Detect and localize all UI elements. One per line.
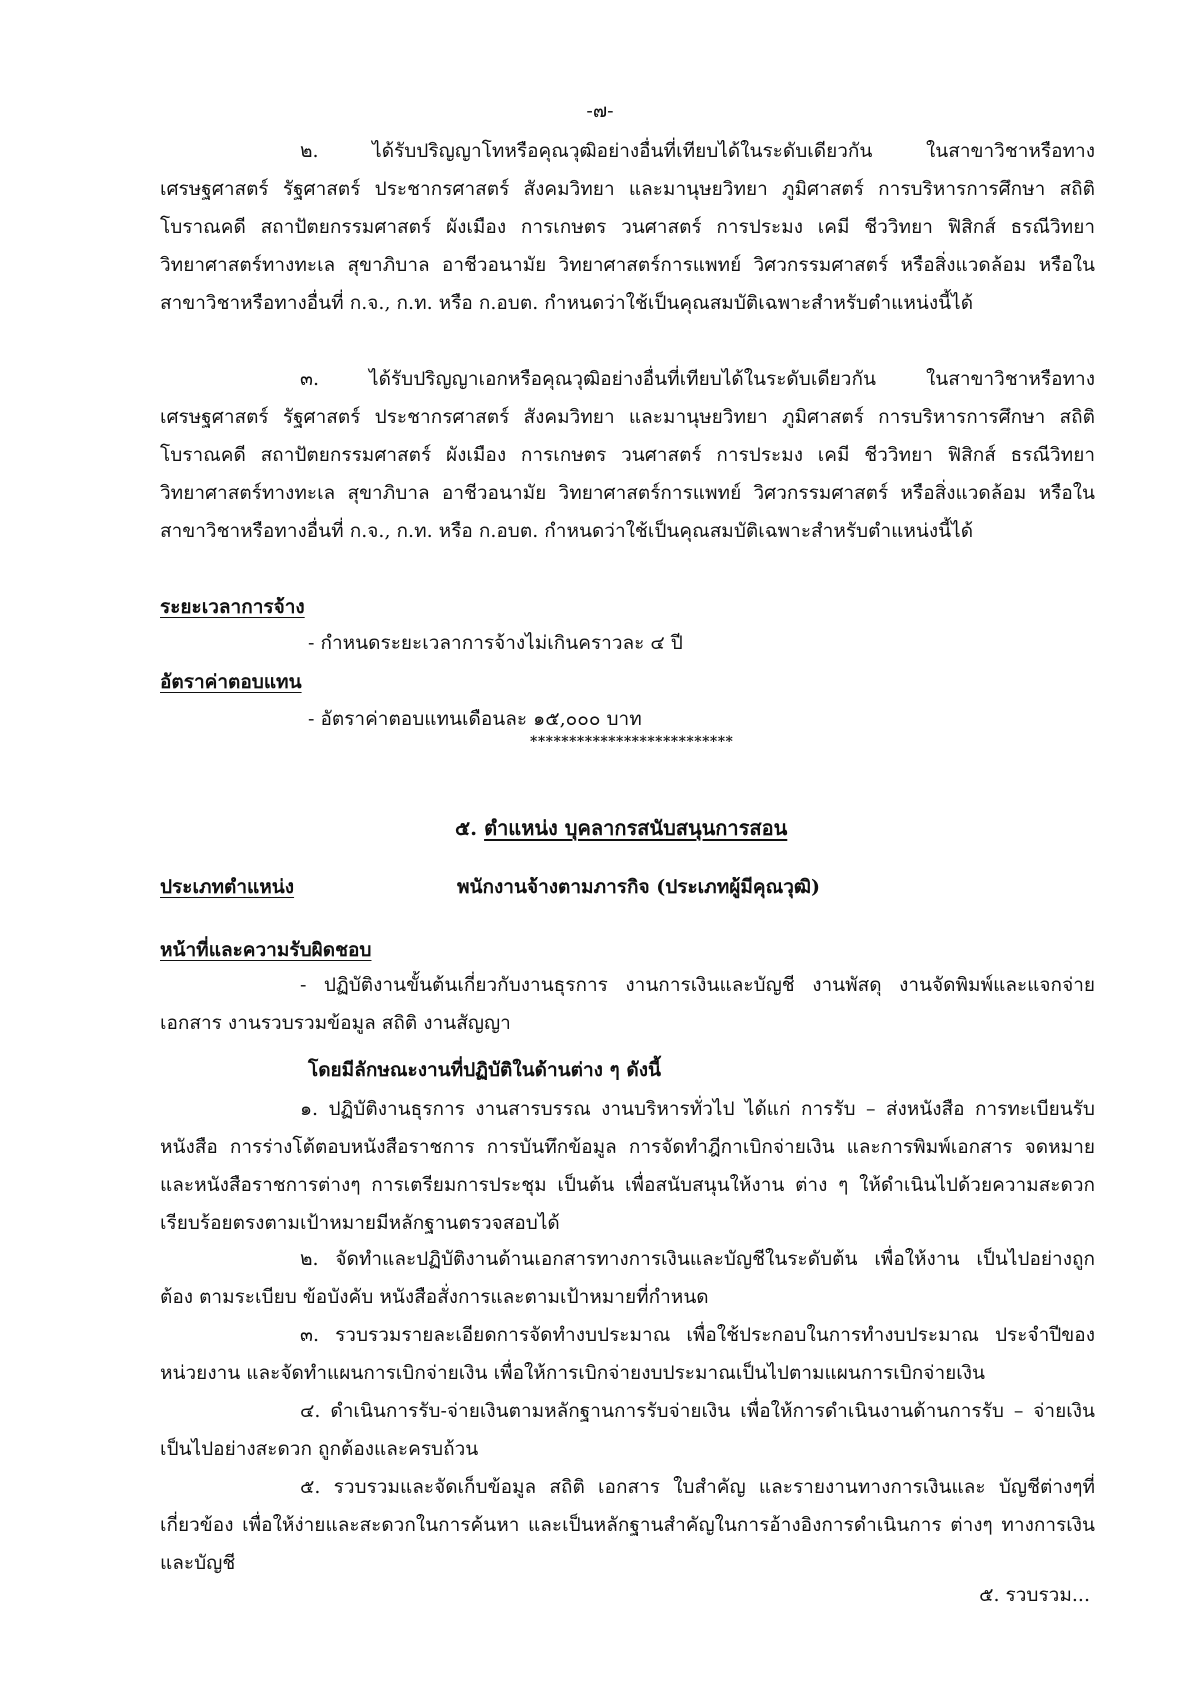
qualification-item-2 xyxy=(160,132,1095,322)
section-title xyxy=(455,812,787,844)
section-separator: ************************** xyxy=(530,734,734,750)
qualification-text: ๒. ได้รับปริญญาโทหรือคุณวุฒิอย่างอื่นที่เทียบได้ในระดับเดียวกัน ในสาขาวิชาหรือทางเศรษฐศาสตร์ รัฐศาสตร์ ประชากรศาสตร์ สังคมวิทยา และมานุษยวิทยา ภูมิศาสตร์ การบริหารการศึกษา สถิติ โบราณคดี สถาปัตยกรรมศาสตร์ ผังเมือง การเกษตร วนศาสตร์ การประมง เคมี ชีววิทยา ฟิสิกส์ ธรณีวิทยา วิทยาศาสตร์ทางทะเล สุขาภิบาล อาชีวอนามัย วิทยาศาสตร์การแพทย์ วิศวกรรมศาสตร์ หรือสิ่งแวดล้อม หรือในสาขาวิชาหรือทางอื่นที่ ก.จ., ก.ท. หรือ ก.อบต. กำหนดว่าใช้เป็นคุณสมบัติเฉพาะสำหรับตำแหน่งนี้ได้ xyxy=(160,140,1095,314)
continued-marker: ๕. รวบรวม... xyxy=(979,1584,1090,1606)
duty-text: ๕. รวบรวมและจัดเก็บข้อมูล สถิติ เอกสาร ใบสำคัญ และรายงานทางการเงินและ บัญชีต่างๆที่เกี่ยวข้อง เพื่อให้ง่ายและสะดวกในการค้นหา และเป็นหลักฐานสำคัญในการอ้างอิงการดำเนินการ ต่างๆ ทางการเงินและบัญชี xyxy=(160,1476,1095,1574)
position-type-row xyxy=(160,872,821,902)
section-number: ๕. xyxy=(455,816,478,840)
qualification-text: ๓. ได้รับปริญญาเอกหรือคุณวุฒิอย่างอื่นที่เทียบได้ในระดับเดียวกัน ในสาขาวิชาหรือทางเศรษฐศาสตร์ รัฐศาสตร์ ประชากรศาสตร์ สังคมวิทยา และมานุษยวิทยา ภูมิศาสตร์ การบริหารการศึกษา สถิติ โบราณคดี สถาปัตยกรรมศาสตร์ ผังเมือง การเกษตร วนศาสตร์ การประมง เคมี ชีววิทยา ฟิสิกส์ ธรณีวิทยา วิทยาศาสตร์ทางทะเล สุขาภิบาล อาชีวอนามัย วิทยาศาสตร์การแพทย์ วิศวกรรมศาสตร์ หรือสิ่งแวดล้อม หรือในสาขาวิชาหรือทางอื่นที่ ก.จ., ก.ท. หรือ ก.อบต. กำหนดว่าใช้เป็นคุณสมบัติเฉพาะสำหรับตำแหน่งนี้ได้ xyxy=(160,368,1095,542)
duty-item-3 xyxy=(160,1316,1095,1392)
employment-period-heading: ระยะเวลาการจ้าง xyxy=(160,596,305,618)
duties-intro-text: - ปฏิบัติงานขั้นต้นเกี่ยวกับงานธุรการ งานการเงินและบัญชี งานพัสดุ งานจัดพิมพ์และแจกจ่ายเอกสาร งานรวบรวมข้อมูล สถิติ งานสัญญา xyxy=(160,974,1095,1034)
compensation-heading: อัตราค่าตอบแทน xyxy=(160,671,302,693)
duties-subheading: โดยมีลักษณะงานที่ปฏิบัติในด้านต่าง ๆ ดังนี้ xyxy=(308,1059,661,1081)
qualification-item-3 xyxy=(160,360,1095,550)
duty-item-1 xyxy=(160,1090,1095,1242)
duty-item-2 xyxy=(160,1240,1095,1316)
duty-item-4 xyxy=(160,1392,1095,1468)
position-type-value: พนักงานจ้างตามภารกิจ (ประเภทผู้มีคุณวุฒิ) xyxy=(457,876,821,898)
duty-text: ๑. ปฏิบัติงานธุรการ งานสารบรรณ งานบริหารทั่วไป ได้แก่ การรับ – ส่งหนังสือ การทะเบียนรับหนังสือ การร่างโต้ตอบหนังสือราชการ การบันทึกข้อมูล การจัดทำฎีกาเบิกจ่ายเงิน และการพิมพ์เอกสาร จดหมาย และหนังสือราชการต่างๆ การเตรียมการประชุม เป็นต้น เพื่อสนับสนุนให้งาน ต่าง ๆ ให้ดำเนินไปด้วยความสะดวกเรียบร้อยตรงตามเป้าหมายมีหลักฐานตรวจสอบได้ xyxy=(160,1098,1095,1234)
compensation-item: - อัตราค่าตอบแทนเดือนละ ๑๕,๐๐๐ บาท xyxy=(308,708,642,730)
employment-period-item: - กำหนดระยะเวลาการจ้างไม่เกินคราวละ ๔ ปี xyxy=(308,632,683,654)
section-title-text: ตำแหน่ง บุคลากรสนับสนุนการสอน xyxy=(484,816,788,840)
duty-text: ๒. จัดทำและปฏิบัติงานด้านเอกสารทางการเงินและบัญชีในระดับต้น เพื่อให้งาน เป็นไปอย่างถูกต้อง ตามระเบียบ ข้อบังคับ หนังสือสั่งการและตามเป้าหมายที่กำหนด xyxy=(160,1248,1095,1308)
duty-text: ๔. ดำเนินการรับ-จ่ายเงินตามหลักฐานการรับจ่ายเงิน เพื่อให้การดำเนินงานด้านการรับ – จ่ายเงินเป็นไปอย่างสะดวก ถูกต้องและครบถ้วน xyxy=(160,1400,1095,1460)
duty-text: ๓. รวบรวมรายละเอียดการจัดทำงบประมาณ เพื่อใช้ประกอบในการทำงบประมาณ ประจำปีของหน่วยงาน และจัดทำแผนการเบิกจ่ายเงิน เพื่อให้การเบิกจ่ายงบประมาณเป็นไปตามแผนการเบิกจ่ายเงิน xyxy=(160,1324,1095,1384)
duties-heading: หน้าที่และความรับผิดชอบ xyxy=(160,939,372,961)
position-type-label: ประเภทตำแหน่ง xyxy=(160,876,295,898)
duties-intro xyxy=(160,966,1095,1042)
duty-item-5 xyxy=(160,1468,1095,1582)
page-number: -๗- xyxy=(586,100,614,122)
